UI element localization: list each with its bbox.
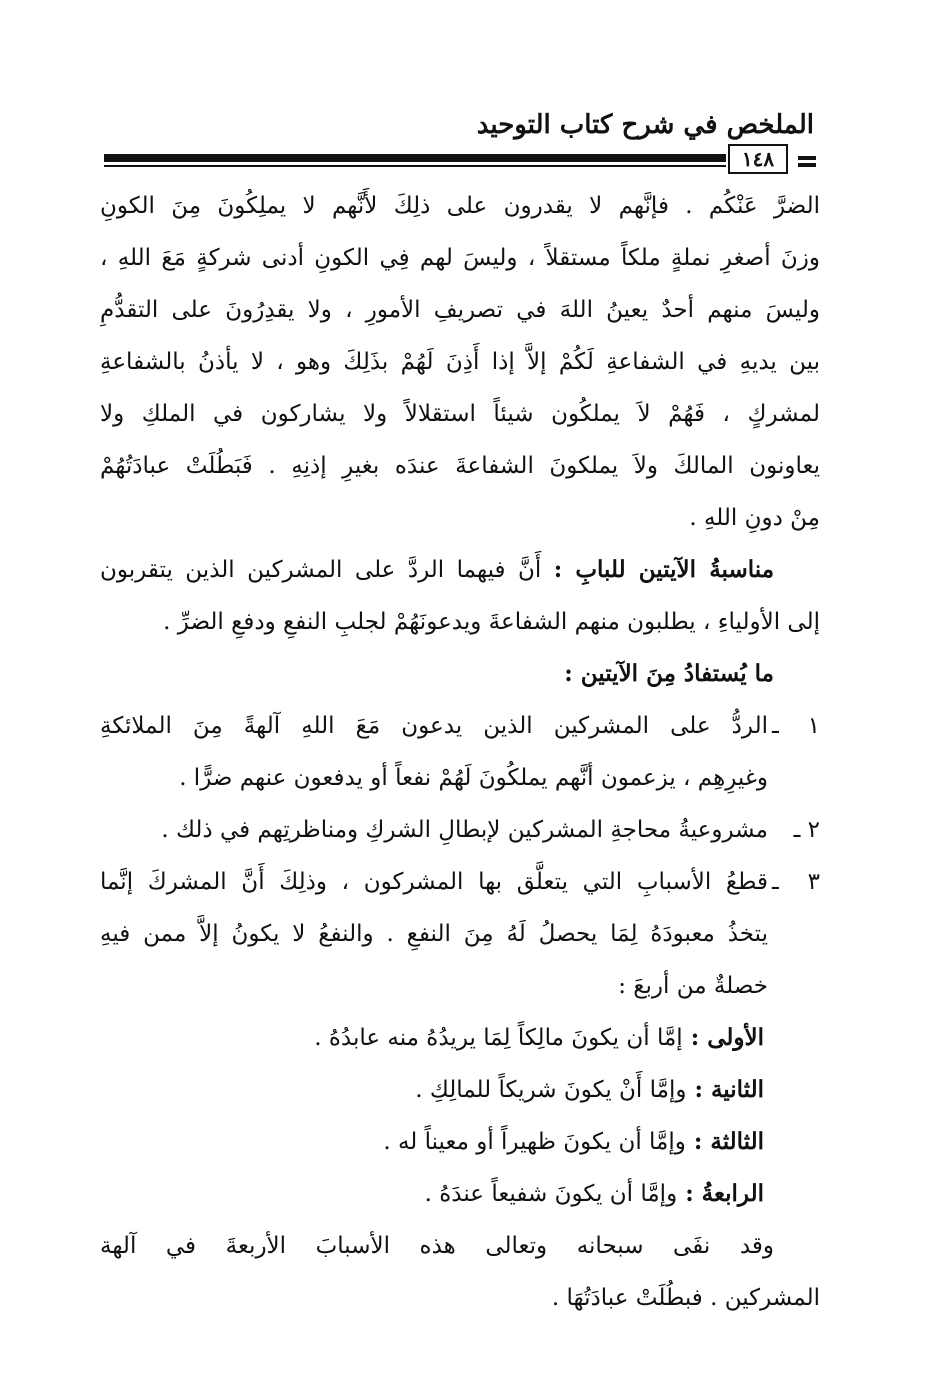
page-body [100,180,820,1324]
conclusion-line: وقد نفَى سبحانه وتعالى هذه الأسبابَ الأربعةَ في آلهة [100,1233,774,1259]
body-line: وزنَ أصغرِ نملةٍ ملكاً مستقلاً ، وليسَ لهم فِي الكونِ أدنى شركةٍ مَعَ اللهِ ، [100,245,820,271]
relevance-continuation: إلى الأولياءِ ، يطلبون منهم الشفاعةَ ويدعونَهُمْ لجلبِ النفعِ ودفعِ الضرِّ . [163,609,820,635]
list-item-1 [100,700,820,752]
benefits-heading: ما يُستفادُ مِنَ الآيتين : [564,660,774,687]
list-item-continuation: يتخذُ معبودَهُ لِمَا يحصلُ لَهُ مِنَ النفعِ . والنفعُ لا يكونُ إلاَّ ممن فيهِ [100,921,768,947]
sub-item-label: الثانية : [694,1076,764,1103]
list-item-3 [100,856,820,908]
relevance-label: مناسبةُ الآيتين للبابِ : [553,556,775,583]
body-line: بين يديهِ في الشفاعةِ لَكُمْ إلاَّ إذا أَذِنَ لَهُمْ بذَلِكَ وهو ، لا يأذنُ بالشفاعةِ [100,349,820,375]
relevance-line [100,544,820,596]
sub-item-text: وإمَّا أَنْ يكونَ شريكاً للمالِكِ . [415,1077,687,1103]
body-line: يعاونون المالكَ ولاَ يملكونَ الشفاعةَ عندَه بغيرِ إذنِهِ . فَبَطُلَتْ عبادَتُهُمْ [100,453,820,479]
relevance-text: أَنَّ فيهما الردَّ على المشركين الذين يتقربون [100,557,542,583]
body-line: لمشركٍ ، فَهُمْ لاَ يملكُون شيئاً استقلالاً ولا يشاركون في الملكِ ولا [100,401,820,427]
list-item-text: قطعُ الأسبابِ التي يتعلَّق بها المشركون ، وذلِكَ أَنَّ المشركَ إنَّما [100,869,768,895]
conclusion-line: المشركين . فبطُلَتْ عبادَتُهَا . [551,1285,820,1311]
sub-item-text: وإمَّا أن يكونَ شفيعاً عندَهُ . [424,1181,678,1207]
list-item-text: الردُّ على المشركين الذين يدعون مَعَ اللهِ آلهةً مِنَ الملائكةِ [100,713,768,739]
header-rule-stub-top [798,156,816,160]
sub-item-third [100,1116,820,1168]
sub-item-text: وإمَّا أن يكونَ ظهيراً أو معيناً له . [383,1129,686,1155]
sub-item-label: الأولى : [690,1024,764,1051]
list-item-continuation: خصلةٌ من أربعَ : [618,973,768,999]
list-item-number: ١ ـ [772,713,820,739]
list-item-2 [100,804,820,856]
header-rule [104,148,816,172]
sub-item-fourth [100,1168,820,1220]
list-item-text: مشروعيةُ محاجةِ المشركين لإبطالِ الشركِ ومناظرتِهم في ذلك . [161,817,768,843]
sub-item-label: الرابعةُ : [685,1180,764,1207]
body-line: وليسَ منهم أحدٌ يعينُ اللهَ في تصريفِ الأمورِ ، ولا يقدِرُونَ على التقدُّمِ [100,297,820,323]
body-line: الضرَّ عَنْكُم . فإنَّهم لا يقدرون على ذلِكَ لأَنَّهم لا يملِكُونَ مِنَ الكونِ [100,193,820,219]
sub-item-first [100,1012,820,1064]
page-number: ١٤٨ [728,144,788,174]
header-rule-thin [104,165,726,167]
list-item-continuation: وغيرِهِم ، يزعمون أنَّهم يملكُونَ لَهُمْ نفعاً أو يدفعون عنهم ضرًّا . [179,765,768,791]
sub-item-second [100,1064,820,1116]
header-rule-stub-bottom [798,163,816,167]
list-item-number: ٢ ـ [793,817,820,843]
sub-item-label: الثالثة : [693,1128,764,1155]
running-title: الملخص في شرح كتاب التوحيد [476,110,814,140]
sub-item-text: إمَّا أن يكونَ مالِكاً لِمَا يريدُهُ منه عابدُهُ . [314,1025,683,1051]
list-item-number: ٣ ـ [772,869,820,895]
header-rule-thick [104,154,726,162]
body-line: مِنْ دونِ اللهِ . [689,505,820,531]
